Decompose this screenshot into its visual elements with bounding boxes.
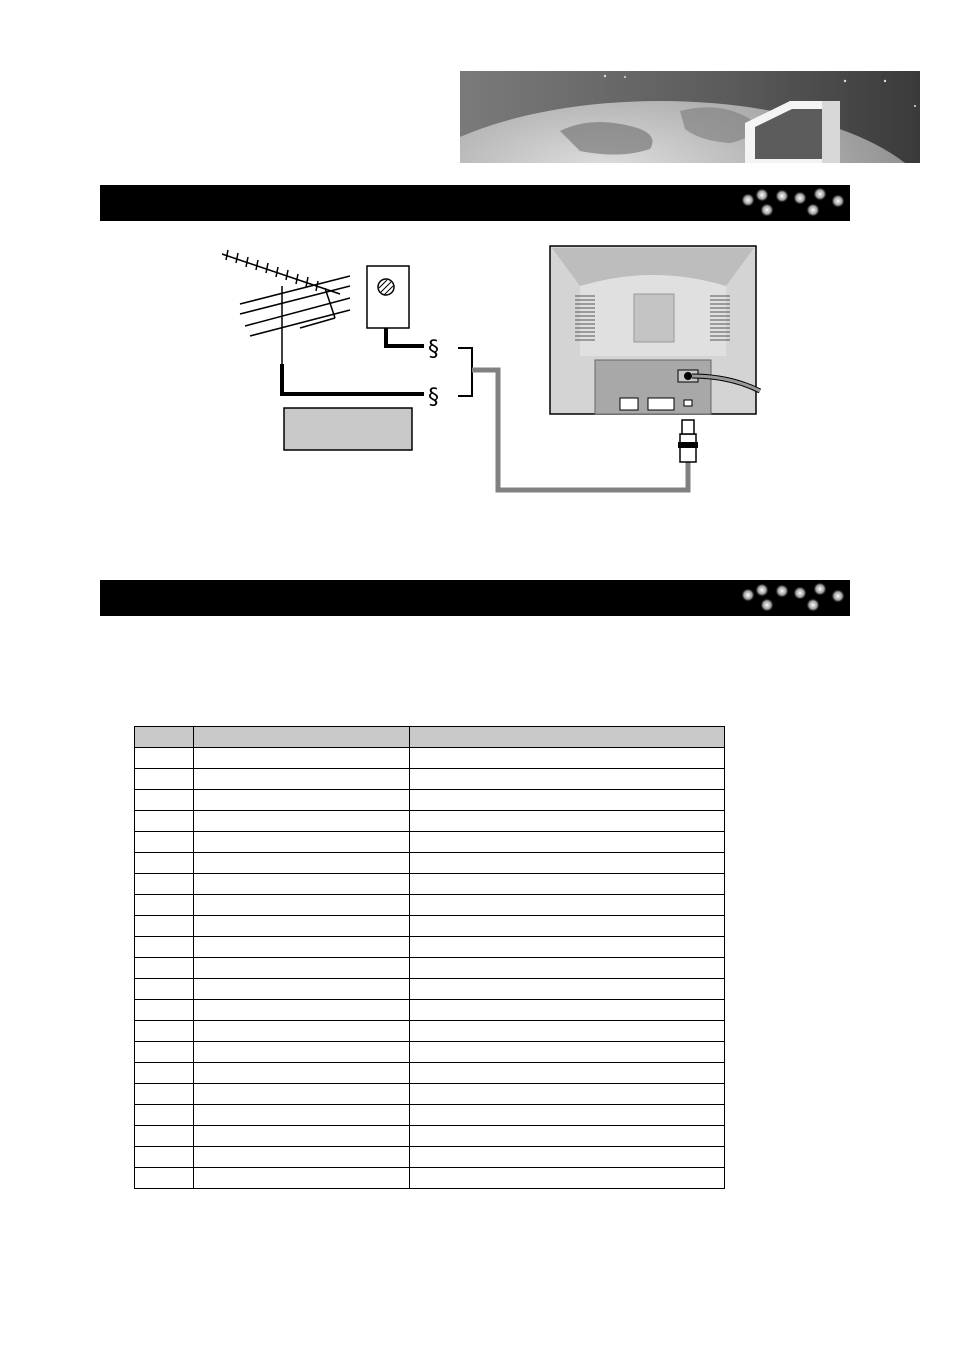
table-cell	[135, 958, 194, 979]
table-cell	[194, 937, 410, 958]
table-row	[135, 937, 725, 958]
table-cell	[135, 1168, 194, 1189]
table-cell	[135, 1021, 194, 1042]
table-row	[135, 1126, 725, 1147]
table-cell	[410, 769, 725, 790]
table-cell	[194, 1168, 410, 1189]
table-cell	[135, 811, 194, 832]
table-cell	[135, 895, 194, 916]
table-cell	[194, 1147, 410, 1168]
table-cell	[194, 1000, 410, 1021]
table-cell	[135, 979, 194, 1000]
table-cell	[194, 874, 410, 895]
antenna-cable	[282, 364, 424, 394]
table-cell	[194, 832, 410, 853]
table-cell	[194, 1105, 410, 1126]
table-cell	[194, 1021, 410, 1042]
table-row	[135, 1063, 725, 1084]
antenna-connection-diagram	[200, 236, 780, 506]
wall-socket	[367, 266, 409, 328]
table-row	[135, 769, 725, 790]
table-header-cell	[410, 727, 725, 748]
table-cell	[410, 853, 725, 874]
section-header-bar	[100, 185, 850, 221]
table-cell	[135, 748, 194, 769]
table-row	[135, 748, 725, 769]
decorative-dots-icon	[740, 580, 850, 616]
table-cell	[194, 1126, 410, 1147]
table-cell	[410, 937, 725, 958]
table-cell	[194, 769, 410, 790]
antenna-label-box	[284, 408, 412, 450]
table-cell	[410, 832, 725, 853]
table-cell	[410, 874, 725, 895]
svg-text:§: §	[428, 385, 439, 410]
table-cell	[410, 916, 725, 937]
table-cell	[410, 1168, 725, 1189]
table-cell	[135, 1000, 194, 1021]
section-header-bar	[100, 580, 850, 616]
socket-cable	[386, 328, 424, 346]
table-row	[135, 895, 725, 916]
rf-plug-icon	[678, 420, 698, 462]
table-cell	[194, 979, 410, 1000]
table-row	[135, 958, 725, 979]
table-cell	[135, 916, 194, 937]
table-cell	[194, 916, 410, 937]
tv-rear-icon	[550, 246, 760, 414]
table-row	[135, 1168, 725, 1189]
table-row	[135, 1147, 725, 1168]
table-cell	[194, 895, 410, 916]
table-cell	[410, 748, 725, 769]
table-cell	[410, 1000, 725, 1021]
table-cell	[135, 874, 194, 895]
table-header-cell	[135, 727, 194, 748]
table-cell	[194, 748, 410, 769]
table-cell	[410, 895, 725, 916]
table-cell	[194, 1084, 410, 1105]
table-cell	[135, 790, 194, 811]
table-cell	[135, 769, 194, 790]
table-row	[135, 1105, 725, 1126]
table-cell	[135, 1042, 194, 1063]
table-cell	[194, 958, 410, 979]
table-cell	[135, 1063, 194, 1084]
decorative-dots-icon	[740, 185, 850, 221]
table-cell	[410, 1147, 725, 1168]
table-cell	[135, 1126, 194, 1147]
table-cell	[135, 1105, 194, 1126]
table-row	[135, 979, 725, 1000]
table-cell	[410, 1084, 725, 1105]
table-cell	[135, 937, 194, 958]
table-header-row	[135, 727, 725, 748]
table-row	[135, 811, 725, 832]
table-cell	[135, 1084, 194, 1105]
table-row	[135, 874, 725, 895]
table-cell	[194, 1063, 410, 1084]
table-cell	[410, 958, 725, 979]
table-cell	[135, 832, 194, 853]
table-cell	[410, 1126, 725, 1147]
channel-table	[134, 726, 725, 1189]
table-cell	[410, 979, 725, 1000]
table-cell	[135, 1147, 194, 1168]
table-cell	[135, 853, 194, 874]
table-cell	[410, 1042, 725, 1063]
table-cell	[194, 811, 410, 832]
table-cell	[410, 1105, 725, 1126]
table-cell	[410, 1063, 725, 1084]
table-row	[135, 916, 725, 937]
table-row	[135, 1021, 725, 1042]
table-cell	[194, 853, 410, 874]
table-row	[135, 1000, 725, 1021]
table-row	[135, 790, 725, 811]
table-row	[135, 1042, 725, 1063]
table-cell	[410, 790, 725, 811]
table-cell	[194, 1042, 410, 1063]
table-header-cell	[194, 727, 410, 748]
header-banner-image	[460, 71, 920, 163]
table-row	[135, 1084, 725, 1105]
table-cell	[410, 811, 725, 832]
table-row	[135, 853, 725, 874]
table-cell	[410, 1021, 725, 1042]
table-row	[135, 832, 725, 853]
table-cell	[194, 790, 410, 811]
antenna-icon	[222, 250, 350, 364]
svg-text:§: §	[428, 337, 439, 362]
